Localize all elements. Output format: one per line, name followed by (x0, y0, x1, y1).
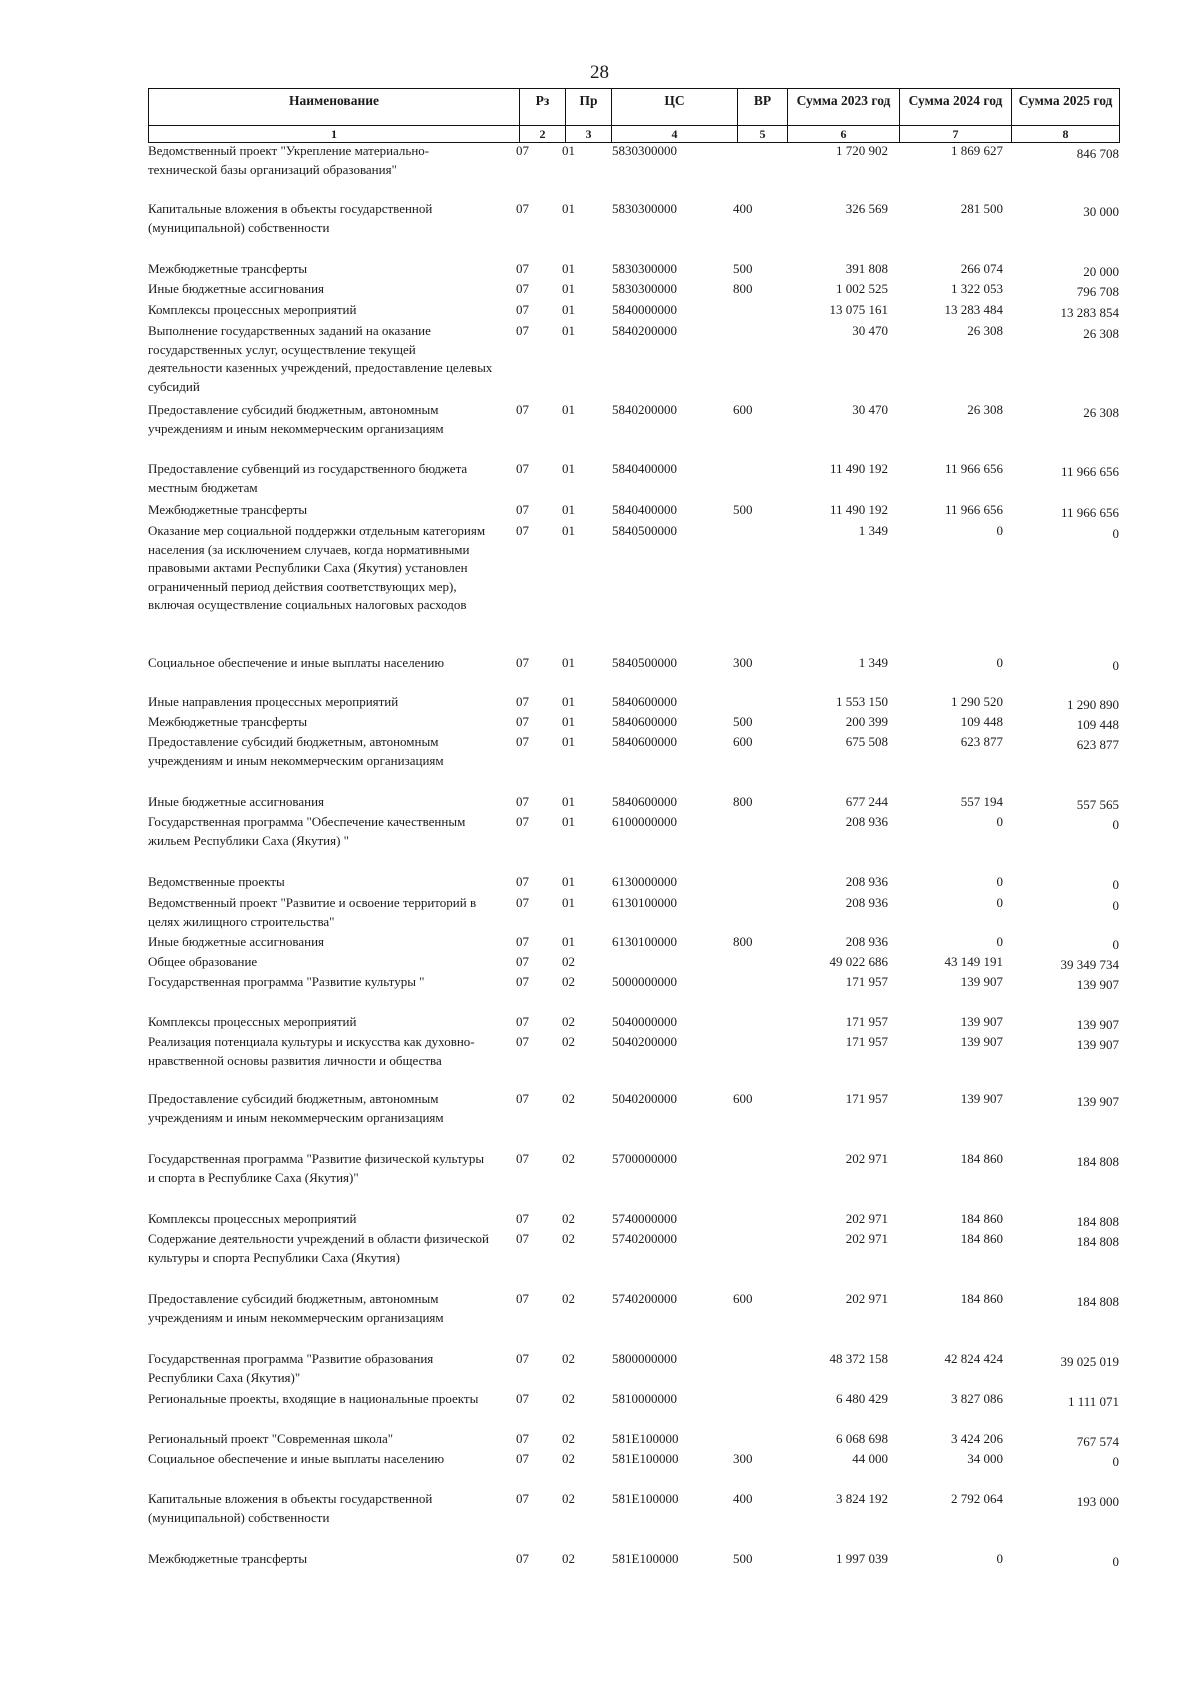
header-sum-2023: Сумма 2023 год (787, 89, 899, 125)
row-rz: 07 (516, 974, 529, 989)
row-pr: 02 (562, 1451, 575, 1466)
row-cs: 5840600000 (612, 714, 677, 729)
row-cs: 5800000000 (612, 1351, 677, 1366)
row-sum-2025: 184 808 (1076, 1234, 1119, 1249)
row-name: Предоставление субсидий бюджетным, автономным учреждениям и иным некоммерческим организациям (148, 734, 444, 768)
row-sum-2025: 0 (1112, 817, 1119, 832)
row-pr: 01 (562, 734, 575, 749)
row-cs: 5830300000 (612, 143, 677, 158)
row-cs: 5740000000 (612, 1211, 677, 1226)
row-sum-2023: 11 490 192 (829, 461, 888, 476)
row-rz: 07 (516, 895, 529, 910)
row-rz: 07 (516, 655, 529, 670)
row-name: Комплексы процессных мероприятий (148, 1014, 357, 1029)
row-name: Межбюджетные трансферты (148, 1551, 308, 1566)
column-number: 3 (565, 126, 611, 142)
row-sum-2024: 184 860 (960, 1151, 1003, 1166)
column-number: 7 (899, 126, 1011, 142)
row-sum-2025: 184 808 (1076, 1214, 1119, 1229)
row-sum-2023: 171 957 (845, 1034, 888, 1049)
row-name: Общее образование (148, 954, 258, 969)
row-pr: 01 (562, 934, 575, 949)
row-rz: 07 (516, 1351, 529, 1366)
row-pr: 02 (562, 1211, 575, 1226)
row-pr: 02 (562, 1291, 575, 1306)
row-pr: 02 (562, 1091, 575, 1106)
row-sum-2023: 675 508 (845, 734, 888, 749)
row-name: Ведомственный проект "Укрепление материально-технической базы организаций образования" (148, 143, 430, 177)
row-cs: 6130100000 (612, 934, 677, 949)
row-sum-2023: 171 957 (845, 1091, 888, 1106)
row-pr: 02 (562, 954, 575, 969)
row-pr: 01 (562, 302, 575, 317)
row-sum-2023: 6 480 429 (836, 1391, 888, 1406)
row-sum-2023: 202 971 (845, 1211, 888, 1226)
row-rz: 07 (516, 302, 529, 317)
row-rz: 07 (516, 1291, 529, 1306)
row-pr: 02 (562, 1551, 575, 1566)
row-sum-2025: 184 808 (1076, 1154, 1119, 1169)
row-rz: 07 (516, 1034, 529, 1049)
row-cs: 5840400000 (612, 461, 677, 476)
row-sum-2025: 193 000 (1076, 1494, 1119, 1509)
row-vr: 500 (733, 502, 753, 517)
row-sum-2025: 139 907 (1076, 1094, 1119, 1109)
row-sum-2024: 266 074 (960, 261, 1003, 276)
row-sum-2025: 1 290 890 (1067, 697, 1119, 712)
row-sum-2024: 0 (996, 655, 1003, 670)
row-sum-2025: 0 (1112, 898, 1119, 913)
row-sum-2024: 0 (996, 523, 1003, 538)
row-rz: 07 (516, 461, 529, 476)
row-pr: 02 (562, 1351, 575, 1366)
row-cs: 6100000000 (612, 814, 677, 829)
row-rz: 07 (516, 323, 529, 338)
row-sum-2025: 139 907 (1076, 1037, 1119, 1052)
row-cs: 5000000000 (612, 974, 677, 989)
row-sum-2024: 139 907 (960, 1014, 1003, 1029)
row-name: Иные бюджетные ассигнования (148, 934, 325, 949)
row-sum-2025: 0 (1112, 1554, 1119, 1569)
row-pr: 01 (562, 143, 575, 158)
row-rz: 07 (516, 402, 529, 417)
row-name: Реализация потенциала культуры и искусства как духовно-нравственной основы развития личности и общества (148, 1034, 475, 1068)
row-sum-2023: 1 002 525 (836, 281, 888, 296)
row-sum-2024: 281 500 (960, 201, 1003, 216)
column-number: 5 (737, 126, 787, 142)
row-vr: 800 (733, 934, 753, 949)
row-sum-2025: 26 308 (1083, 326, 1119, 341)
row-sum-2023: 202 971 (845, 1291, 888, 1306)
row-name: Иные бюджетные ассигнования (148, 794, 325, 809)
row-sum-2024: 0 (996, 874, 1003, 889)
row-cs: 5840000000 (612, 302, 677, 317)
row-name: Предоставление субвенций из государственного бюджета местным бюджетам (148, 461, 468, 495)
row-sum-2024: 2 792 064 (951, 1491, 1003, 1506)
row-sum-2025: 39 349 734 (1060, 957, 1119, 972)
row-name: Капитальные вложения в объекты государственной (муниципальной) собственности (148, 1491, 433, 1525)
row-sum-2024: 26 308 (967, 323, 1003, 338)
row-rz: 07 (516, 1451, 529, 1466)
row-sum-2023: 13 075 161 (829, 302, 888, 317)
row-sum-2025: 557 565 (1076, 797, 1119, 812)
row-sum-2025: 0 (1112, 526, 1119, 541)
row-sum-2023: 1 349 (858, 655, 888, 670)
row-pr: 01 (562, 794, 575, 809)
row-name: Иные бюджетные ассигнования (148, 281, 325, 296)
row-sum-2024: 139 907 (960, 974, 1003, 989)
row-pr: 02 (562, 1431, 575, 1446)
row-sum-2023: 171 957 (845, 1014, 888, 1029)
row-vr: 500 (733, 714, 753, 729)
row-name: Государственная программа "Обеспечение качественным жильем Республики Саха (Якутия) " (148, 814, 466, 848)
row-cs: 5740200000 (612, 1231, 677, 1246)
row-sum-2025: 39 025 019 (1060, 1354, 1119, 1369)
row-sum-2023: 171 957 (845, 974, 888, 989)
row-rz: 07 (516, 1551, 529, 1566)
row-rz: 07 (516, 714, 529, 729)
row-rz: 07 (516, 1151, 529, 1166)
row-sum-2025: 623 877 (1076, 737, 1119, 752)
row-sum-2023: 6 068 698 (836, 1431, 888, 1446)
row-rz: 07 (516, 261, 529, 276)
row-sum-2024: 3 827 086 (951, 1391, 1003, 1406)
row-pr: 02 (562, 1491, 575, 1506)
row-cs: 5840200000 (612, 323, 677, 338)
row-cs: 5840200000 (612, 402, 677, 417)
row-name: Комплексы процессных мероприятий (148, 1211, 357, 1226)
row-pr: 01 (562, 323, 575, 338)
header-vr: ВР (737, 89, 787, 125)
row-vr: 600 (733, 1291, 753, 1306)
row-sum-2025: 0 (1112, 877, 1119, 892)
row-name: Межбюджетные трансферты (148, 502, 308, 517)
row-sum-2025: 846 708 (1076, 146, 1119, 161)
row-pr: 02 (562, 1231, 575, 1246)
row-cs: 581E100000 (612, 1451, 679, 1466)
row-cs: 5840400000 (612, 502, 677, 517)
row-rz: 07 (516, 954, 529, 969)
row-sum-2024: 3 424 206 (951, 1431, 1003, 1446)
row-pr: 01 (562, 281, 575, 296)
row-pr: 02 (562, 1034, 575, 1049)
row-sum-2024: 184 860 (960, 1291, 1003, 1306)
column-number: 4 (611, 126, 737, 142)
row-sum-2023: 677 244 (845, 794, 888, 809)
row-sum-2023: 11 490 192 (829, 502, 888, 517)
row-vr: 600 (733, 734, 753, 749)
row-sum-2025: 30 000 (1083, 204, 1119, 219)
row-sum-2023: 208 936 (845, 814, 888, 829)
row-name: Региональный проект "Современная школа" (148, 1431, 394, 1446)
header-sum-2024: Сумма 2024 год (899, 89, 1011, 125)
row-sum-2024: 0 (996, 814, 1003, 829)
row-sum-2024: 43 149 191 (944, 954, 1003, 969)
row-sum-2023: 1 720 902 (836, 143, 888, 158)
row-vr: 500 (733, 261, 753, 276)
column-number: 6 (787, 126, 899, 142)
row-name: Иные направления процессных мероприятий (148, 694, 399, 709)
row-cs: 581E100000 (612, 1431, 679, 1446)
row-cs: 5840600000 (612, 734, 677, 749)
row-name: Капитальные вложения в объекты государственной (муниципальной) собственности (148, 201, 433, 235)
row-sum-2023: 202 971 (845, 1151, 888, 1166)
row-sum-2024: 139 907 (960, 1091, 1003, 1106)
column-number: 2 (519, 126, 565, 142)
header-pr: Пр (565, 89, 611, 125)
row-pr: 02 (562, 1151, 575, 1166)
row-pr: 01 (562, 502, 575, 517)
row-sum-2023: 202 971 (845, 1231, 888, 1246)
row-name: Государственная программа "Развитие культуры " (148, 974, 425, 989)
row-rz: 07 (516, 1391, 529, 1406)
row-rz: 07 (516, 523, 529, 538)
row-cs: 5840600000 (612, 694, 677, 709)
row-cs: 5830300000 (612, 281, 677, 296)
row-pr: 01 (562, 874, 575, 889)
row-rz: 07 (516, 201, 529, 216)
row-sum-2023: 208 936 (845, 895, 888, 910)
row-sum-2024: 11 966 656 (944, 461, 1003, 476)
row-sum-2024: 184 860 (960, 1231, 1003, 1246)
row-sum-2023: 1 553 150 (836, 694, 888, 709)
row-name: Государственная программа "Развитие образования Республики Саха (Якутия)" (148, 1351, 434, 1385)
row-pr: 02 (562, 1014, 575, 1029)
header-name: Наименование (289, 93, 379, 108)
row-name: Содержание деятельности учреждений в области физической культуры и спорта Республики Саха (Якутия) (148, 1231, 489, 1265)
row-name: Предоставление субсидий бюджетным, автономным учреждениям и иным некоммерческим организациям (148, 1291, 444, 1325)
row-sum-2023: 3 824 192 (836, 1491, 888, 1506)
row-sum-2025: 184 808 (1076, 1294, 1119, 1309)
row-rz: 07 (516, 694, 529, 709)
row-cs: 5840600000 (612, 794, 677, 809)
row-sum-2023: 326 569 (845, 201, 888, 216)
row-pr: 01 (562, 402, 575, 417)
row-sum-2024: 109 448 (960, 714, 1003, 729)
row-pr: 02 (562, 974, 575, 989)
row-sum-2024: 0 (996, 895, 1003, 910)
row-rz: 07 (516, 814, 529, 829)
row-sum-2023: 30 470 (852, 323, 888, 338)
row-rz: 07 (516, 1211, 529, 1226)
row-name: Выполнение государственных заданий на оказание государственных услуг, осуществление текущей деятельности казенных учреждений, предоставление целевых субсидий (148, 323, 493, 394)
row-sum-2024: 139 907 (960, 1034, 1003, 1049)
row-pr: 01 (562, 714, 575, 729)
row-sum-2024: 1 322 053 (951, 281, 1003, 296)
row-sum-2023: 1 349 (858, 523, 888, 538)
row-vr: 400 (733, 201, 753, 216)
row-sum-2024: 11 966 656 (944, 502, 1003, 517)
row-sum-2025: 11 966 656 (1060, 505, 1119, 520)
row-sum-2025: 11 966 656 (1060, 464, 1119, 479)
row-sum-2025: 0 (1112, 1454, 1119, 1469)
row-rz: 07 (516, 143, 529, 158)
row-pr: 02 (562, 1391, 575, 1406)
row-sum-2023: 30 470 (852, 402, 888, 417)
row-vr: 400 (733, 1491, 753, 1506)
row-sum-2025: 26 308 (1083, 405, 1119, 420)
row-cs: 5740200000 (612, 1291, 677, 1306)
row-sum-2025: 0 (1112, 658, 1119, 673)
row-rz: 07 (516, 1491, 529, 1506)
row-name: Социальное обеспечение и иные выплаты населению (148, 655, 445, 670)
row-cs: 5830300000 (612, 261, 677, 276)
column-number: 8 (1011, 126, 1119, 142)
row-sum-2023: 48 372 158 (829, 1351, 888, 1366)
row-sum-2023: 49 022 686 (829, 954, 888, 969)
row-sum-2025: 20 000 (1083, 264, 1119, 279)
row-pr: 01 (562, 694, 575, 709)
row-rz: 07 (516, 874, 529, 889)
row-sum-2023: 44 000 (852, 1451, 888, 1466)
row-name: Ведомственный проект "Развитие и освоение территорий в целях жилищного строительства" (148, 895, 477, 929)
row-rz: 07 (516, 1431, 529, 1446)
row-pr: 01 (562, 655, 575, 670)
row-sum-2024: 1 290 520 (951, 694, 1003, 709)
row-sum-2024: 26 308 (967, 402, 1003, 417)
row-sum-2024: 34 000 (967, 1451, 1003, 1466)
header-rz: Рз (519, 89, 565, 125)
header-sum-2025: Сумма 2025 год (1011, 89, 1119, 125)
row-cs: 5840500000 (612, 523, 677, 538)
column-number: 1 (331, 127, 337, 141)
row-cs: 5700000000 (612, 1151, 677, 1166)
row-vr: 300 (733, 655, 753, 670)
row-pr: 01 (562, 895, 575, 910)
row-cs: 5830300000 (612, 201, 677, 216)
row-cs: 6130100000 (612, 895, 677, 910)
row-sum-2025: 767 574 (1076, 1434, 1119, 1449)
row-sum-2023: 1 997 039 (836, 1551, 888, 1566)
row-sum-2023: 200 399 (845, 714, 888, 729)
row-sum-2025: 139 907 (1076, 977, 1119, 992)
header-cs: ЦС (611, 89, 737, 125)
row-vr: 800 (733, 794, 753, 809)
row-sum-2024: 0 (996, 1551, 1003, 1566)
row-sum-2025: 13 283 854 (1060, 305, 1119, 320)
row-name: Ведомственные проекты (148, 874, 285, 889)
row-cs: 5810000000 (612, 1391, 677, 1406)
row-name: Предоставление субсидий бюджетным, автономным учреждениям и иным некоммерческим организациям (148, 402, 444, 436)
row-rz: 07 (516, 502, 529, 517)
row-name: Предоставление субсидий бюджетным, автономным учреждениям и иным некоммерческим организациям (148, 1091, 444, 1125)
row-sum-2025: 139 907 (1076, 1017, 1119, 1032)
row-sum-2024: 1 869 627 (951, 143, 1003, 158)
row-cs: 581E100000 (612, 1491, 679, 1506)
row-pr: 01 (562, 461, 575, 476)
row-name: Межбюджетные трансферты (148, 714, 308, 729)
row-name: Комплексы процессных мероприятий (148, 302, 357, 317)
row-sum-2023: 208 936 (845, 934, 888, 949)
row-cs: 6130000000 (612, 874, 677, 889)
row-vr: 800 (733, 281, 753, 296)
row-name: Оказание мер социальной поддержки отдельным категориям населения (за исключением случаев, когда нормативными правовыми актами Республики Саха (Якутия) установлен ограниченный период действия соответствующих мер), включая осуществление социальных налоговых расходов (148, 523, 486, 612)
row-pr: 01 (562, 201, 575, 216)
row-cs: 5040200000 (612, 1034, 677, 1049)
row-pr: 01 (562, 814, 575, 829)
row-cs: 5040000000 (612, 1014, 677, 1029)
row-cs: 5040200000 (612, 1091, 677, 1106)
row-sum-2024: 623 877 (960, 734, 1003, 749)
row-sum-2025: 1 111 071 (1067, 1394, 1119, 1409)
row-rz: 07 (516, 281, 529, 296)
row-sum-2023: 391 808 (845, 261, 888, 276)
row-sum-2025: 0 (1112, 937, 1119, 952)
row-sum-2024: 13 283 484 (944, 302, 1003, 317)
row-vr: 600 (733, 402, 753, 417)
row-sum-2024: 557 194 (960, 794, 1003, 809)
table-header (148, 88, 1120, 126)
row-rz: 07 (516, 1231, 529, 1246)
row-rz: 07 (516, 1014, 529, 1029)
row-pr: 01 (562, 261, 575, 276)
row-sum-2024: 0 (996, 934, 1003, 949)
row-sum-2025: 109 448 (1076, 717, 1119, 732)
row-vr: 500 (733, 1551, 753, 1566)
row-name: Межбюджетные трансферты (148, 261, 308, 276)
row-rz: 07 (516, 934, 529, 949)
row-sum-2023: 208 936 (845, 874, 888, 889)
row-rz: 07 (516, 794, 529, 809)
row-sum-2024: 42 824 424 (944, 1351, 1003, 1366)
row-name: Социальное обеспечение и иные выплаты населению (148, 1451, 445, 1466)
row-rz: 07 (516, 734, 529, 749)
row-sum-2025: 796 708 (1076, 284, 1119, 299)
row-name: Региональные проекты, входящие в национальные проекты (148, 1391, 479, 1406)
row-sum-2024: 184 860 (960, 1211, 1003, 1226)
page-number: 28 (590, 62, 609, 83)
column-number-row (148, 126, 1120, 143)
row-rz: 07 (516, 1091, 529, 1106)
row-name: Государственная программа "Развитие физической культуры и спорта в Республике Саха (Якутия)" (148, 1151, 485, 1185)
row-cs: 581E100000 (612, 1551, 679, 1566)
row-vr: 300 (733, 1451, 753, 1466)
row-vr: 600 (733, 1091, 753, 1106)
row-cs: 5840500000 (612, 655, 677, 670)
row-pr: 01 (562, 523, 575, 538)
